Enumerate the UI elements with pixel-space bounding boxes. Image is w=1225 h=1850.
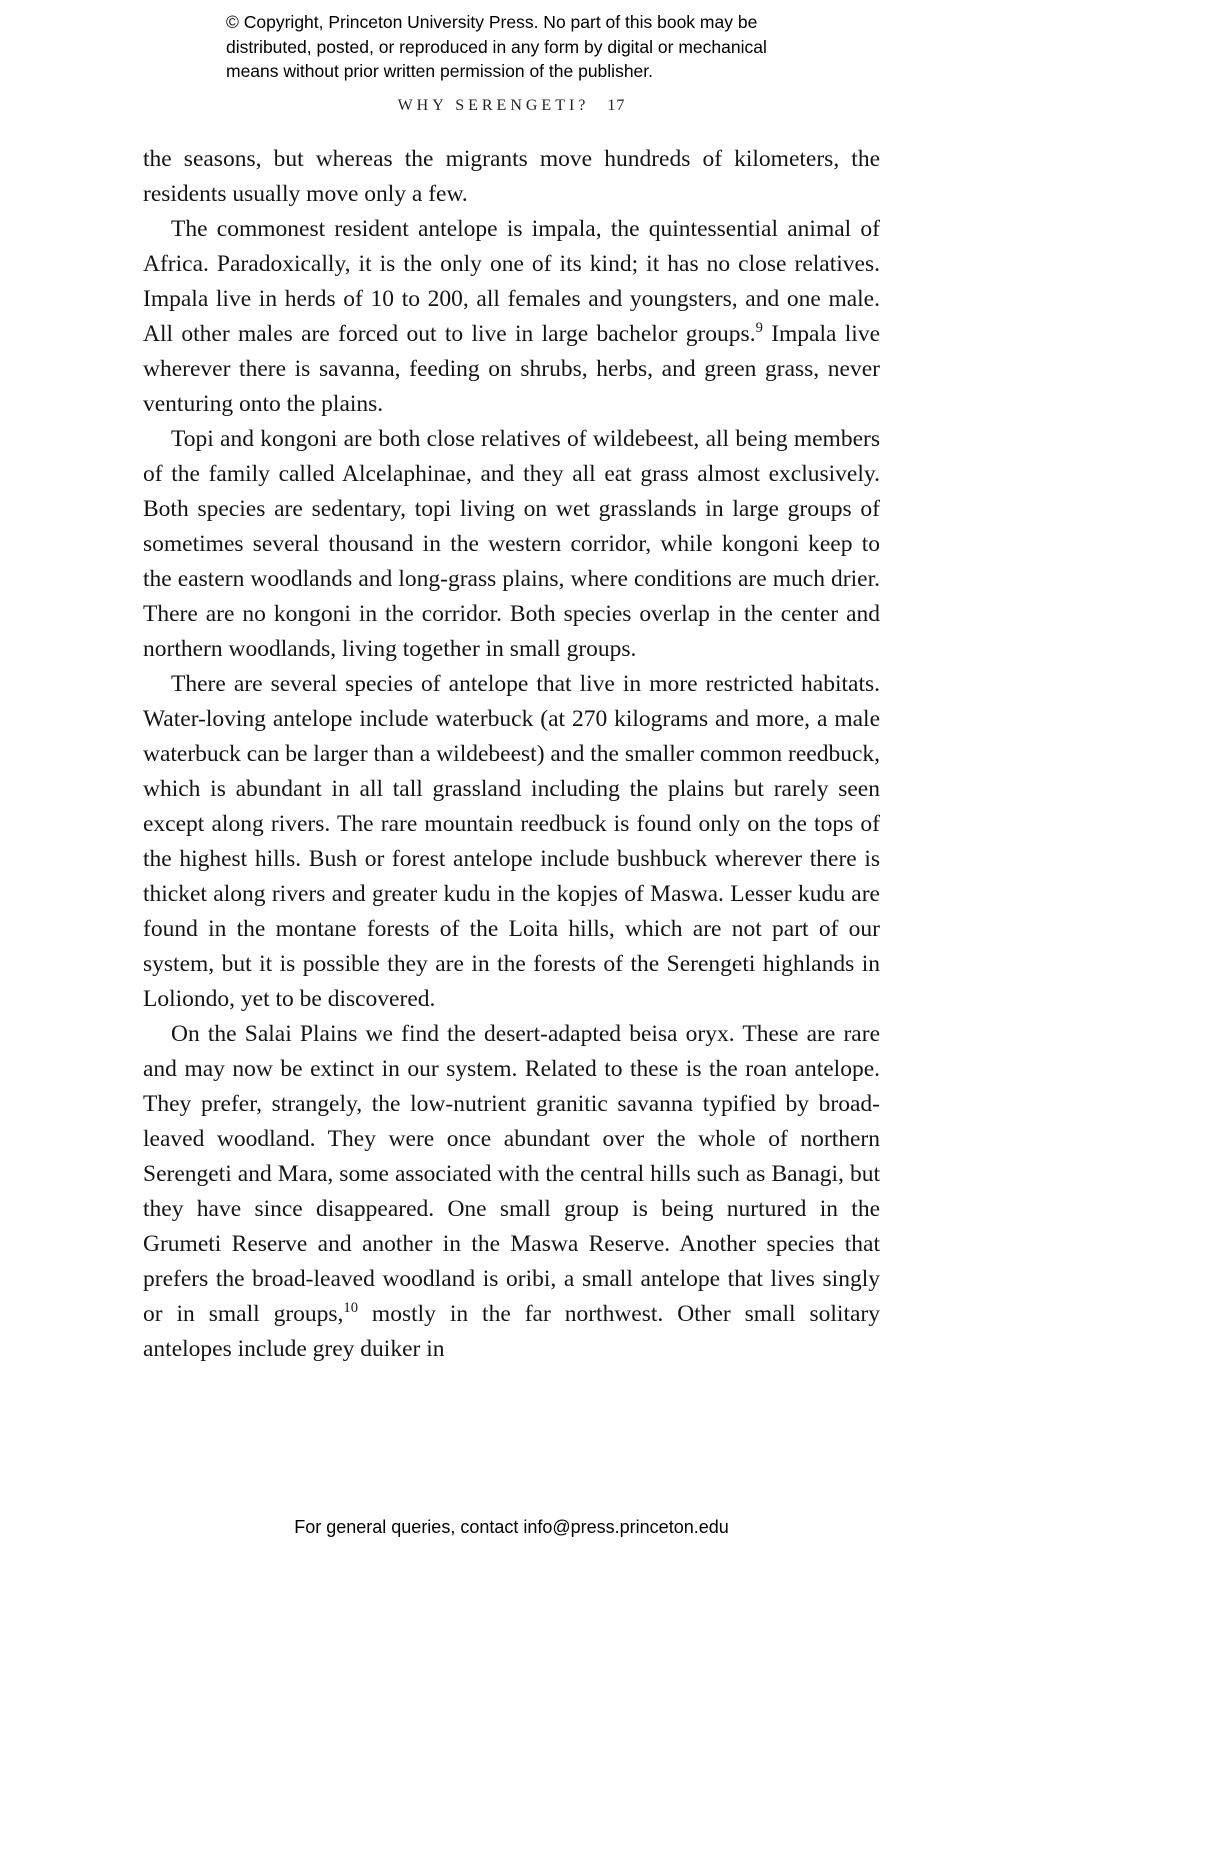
page-number: 17 <box>607 97 626 114</box>
footnote-marker: 10 <box>343 1300 358 1317</box>
copyright-notice <box>226 10 767 84</box>
footnote-marker: 9 <box>755 320 763 337</box>
footer-note: For general queries, contact info@press.princeton.edu <box>294 1517 729 1537</box>
running-head <box>143 97 880 115</box>
running-head-title: WHY SERENGETI? <box>397 97 590 114</box>
paragraph: The commonest resident antelope is impala, the quintessential animal of Africa. Paradoxically, it is the only one of its kind; it has no close relatives. Impala live in herds of 10 to 200, all females and youngsters, and one male. All other males are forced out to live in large bachelor groups.$^9$ Impala live wherever there is savanna, feeding on shrubs, herbs, and green grass, never venturing onto the plains. <box>143 216 881 417</box>
paragraph: There are several species of antelope that live in more restricted habitats. Water-loving antelope include waterbuck (at 270 kilograms and more, a male waterbuck can be larger than a wildebeest) and the smaller common reedbuck, which is abundant in all tall grassland including the plains but rarely seen except along rivers. The rare mountain reedbuck is found only on the tops of the highest hills. Bush or forest antelope include bushbuck wherever there is thicket along rivers and greater kudu in the kopjes of Maswa. Lesser kudu are found in the montane forests of the Loita hills, which are not part of our system, but it is possible they are in the forests of the Serengeti highlands in Loliondo, yet to be discovered. <box>143 671 880 1012</box>
copyright-line: © Copyright, Princeton University Press. No part of this book may be <box>226 12 758 32</box>
paragraph: Topi and kongoni are both close relatives of wildebeest, all being members of the family called Alcelaphinae, and they all eat grass almost exclusively. Both species are sedentary, topi living on wet grasslands in large groups of sometimes several thousand in the western corridor, while kongoni keep to the eastern woodlands and long-grass plains, where conditions are much drier. There are no kongoni in the corridor. Both species overlap in the center and northern woodlands, living together in small groups. <box>143 426 880 662</box>
body-text <box>143 142 880 1367</box>
copyright-line: distributed, posted, or reproduced in any form by digital or mechanical <box>226 36 767 57</box>
paragraph: the seasons, but whereas the migrants move hundreds of kilometers, the residents usually move only a few. <box>143 146 880 207</box>
copyright-line: means without prior written permission of the publisher. <box>226 61 654 81</box>
paragraph: On the Salai Plains we find the desert-adapted beisa oryx. These are rare and may now be extinct in our system. Related to these is the roan antelope. They prefer, strangely, the low-nutrient granitic savanna typified by broad-leaved woodland. They were once abundant over the whole of northern Serengeti and Mara, some associated with the central hills such as Banagi, but they have since disappeared. One small group is being nurtured in the Grumeti Reserve and another in the Maswa Reserve. Another species that prefers the broad-leaved woodland is oribi, a small antelope that lives singly or in small groups,$^{10}$ mostly in the far northwest. Other small solitary antelopes include grey duiker in <box>143 1021 880 1362</box>
